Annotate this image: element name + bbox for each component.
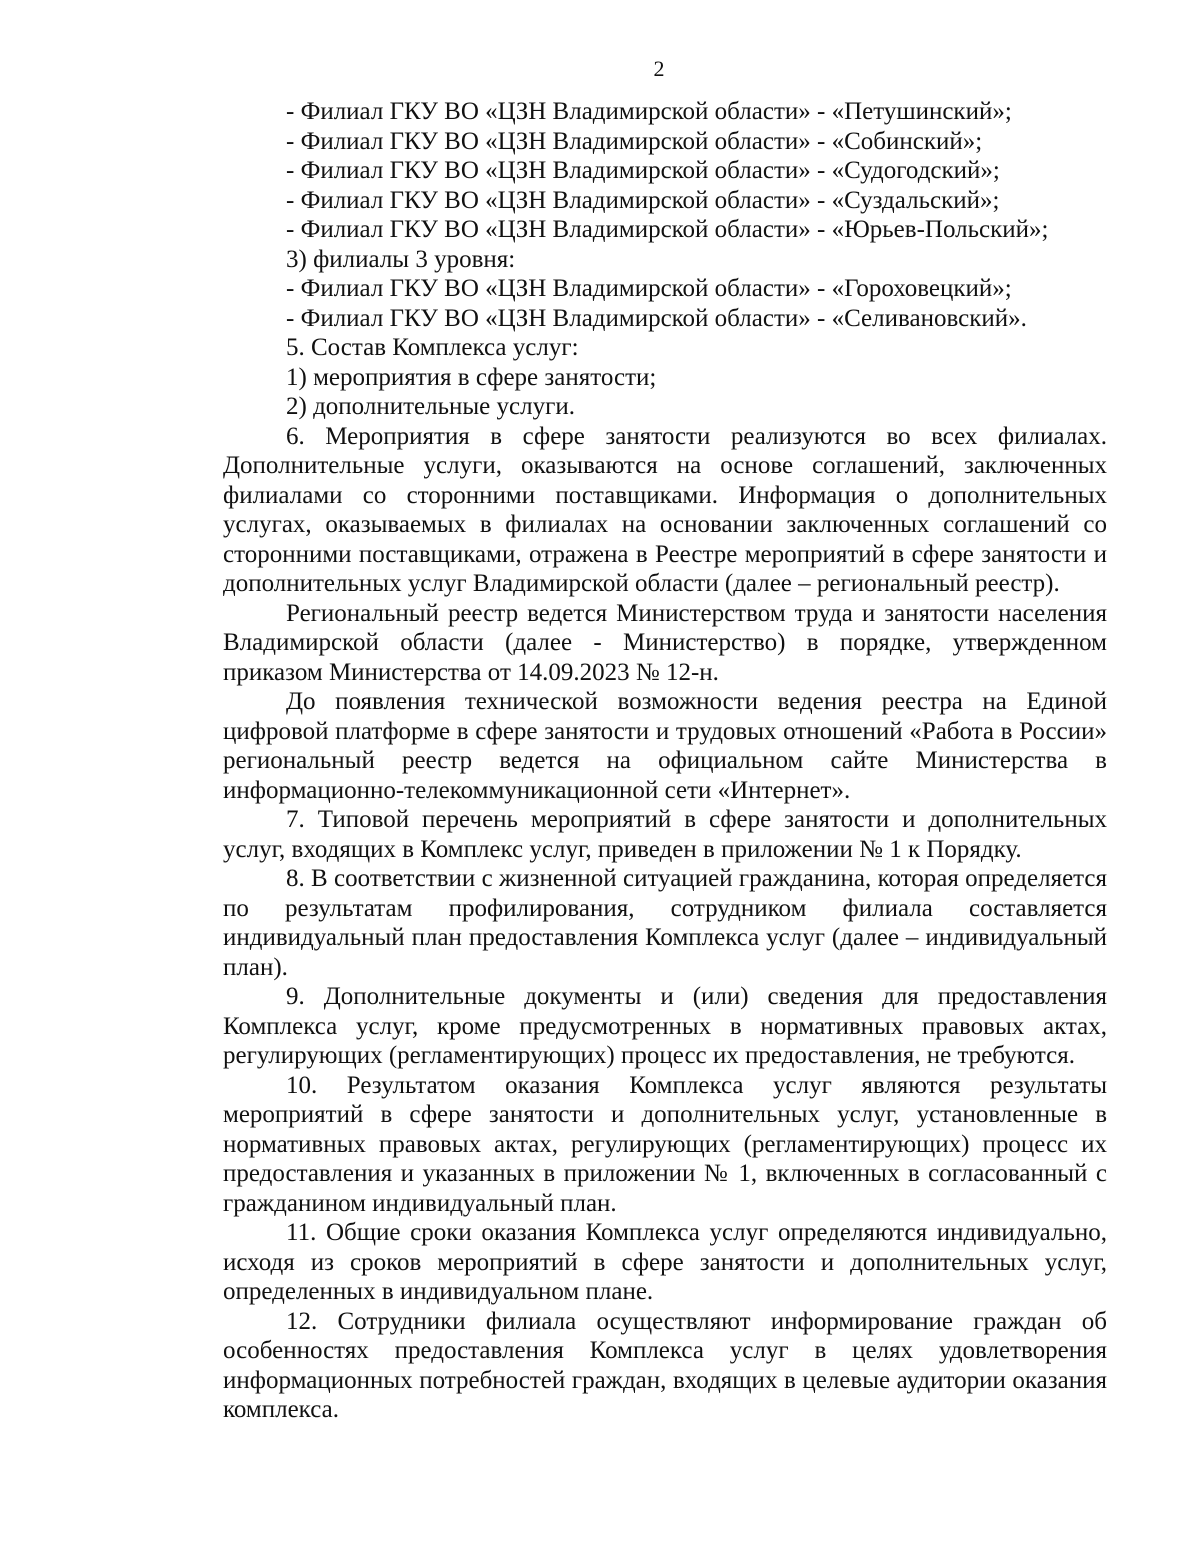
list-item-branch-yuryev-polsky: - Филиал ГКУ ВО «ЦЗН Владимирской области» - «Юрьев-Польский»;	[286, 216, 1049, 243]
page-number: 2	[653, 56, 665, 81]
list-item-branch-gorokhovetsky: - Филиал ГКУ ВО «ЦЗН Владимирской области» - «Гороховецкий»;	[286, 275, 1012, 302]
list-item-branch-petushinsky: - Филиал ГКУ ВО «ЦЗН Владимирской области» - «Петушинский»;	[286, 98, 1012, 125]
paragraph-registry-website: До появления технической возможности ведения реестра на Единой цифровой платформе в сфере занятости и трудовых отношений «Работа в России» региональный реестр ведется на официальном сайте Министерства в информационно-телекоммуникационной сети «Интернет».	[223, 688, 1107, 804]
section-5-heading: 5. Состав Комплекса услуг:	[286, 334, 579, 361]
list-item-branch-sobinsky: - Филиал ГКУ ВО «ЦЗН Владимирской области» - «Собинский»;	[286, 127, 983, 155]
paragraph-regional-registry: Региональный реестр ведется Министерством труда и занятости населения Владимирской области (далее - Министерство) в порядке, утвержденном приказом Министерства от 14.09.2023 № 12-н.	[223, 599, 1107, 686]
paragraph-6: 6. Мероприятия в сфере занятости реализуются во всех филиалах. Дополнительные услуги, оказываются на основе соглашений, заключенных филиалами со сторонними поставщиками. Информация о дополнительных услугах, оказываемых в филиалах на основании заключенных соглашений со сторонними поставщиками, отражена в Реестре мероприятий в сфере занятости и дополнительных услуг Владимирской области (далее – региональный реестр).	[223, 422, 1107, 597]
paragraph-12: 12. Сотрудники филиала осуществляют информирование граждан об особенностях предоставления Комплекса услуг в целях удовлетворения информационных потребностей граждан, входящих в целевые аудитории оказания комплекса.	[223, 1307, 1107, 1423]
list-item-branch-selivanovsky: - Филиал ГКУ ВО «ЦЗН Владимирской области» - «Селивановский».	[286, 304, 1027, 332]
paragraph-10: 10. Результатом оказания Комплекса услуг являются результаты мероприятий в сфере занятости и дополнительных услуг, установленные в нормативных правовых актах, регулирующих (регламентирующих) процесс их предоставления и указанных в приложении № 1, включенных в согласованный с гражданином индивидуальный план.	[223, 1071, 1107, 1217]
list-item-branch-suzdalsky: - Филиал ГКУ ВО «ЦЗН Владимирской области» - «Суздальский»;	[286, 186, 1000, 214]
list-item-branch-sudogodsky: - Филиал ГКУ ВО «ЦЗН Владимирской области» - «Судогодский»;	[286, 157, 1000, 184]
paragraph-7: 7. Типовой перечень мероприятий в сфере занятости и дополнительных услуг, входящих в Комплекс услуг, приведен в приложении № 1 к Порядку.	[223, 806, 1107, 863]
section-5-item-2: 2) дополнительные услуги.	[286, 393, 575, 420]
section-5-item-1: 1) мероприятия в сфере занятости;	[286, 363, 657, 391]
document-body	[223, 97, 1107, 1425]
list-heading-level-3: 3) филиалы 3 уровня:	[286, 245, 516, 273]
paragraph-11: 11. Общие сроки оказания Комплекса услуг определяются индивидуально, исходя из сроков мероприятий в сфере занятости и дополнительных услуг, определенных в индивидуальном плане.	[223, 1219, 1107, 1305]
paragraph-8: 8. В соответствии с жизненной ситуацией гражданина, которая определяется по результатам профилирования, сотрудником филиала составляется индивидуальный план предоставления Комплекса услуг (далее – индивидуальный план).	[223, 865, 1107, 981]
paragraph-9: 9. Дополнительные документы и (или) сведения для предоставления Комплекса услуг, кроме предусмотренных в нормативных правовых актах, регулирующих (регламентирующих) процесс их предоставления, не требуются.	[223, 983, 1107, 1069]
